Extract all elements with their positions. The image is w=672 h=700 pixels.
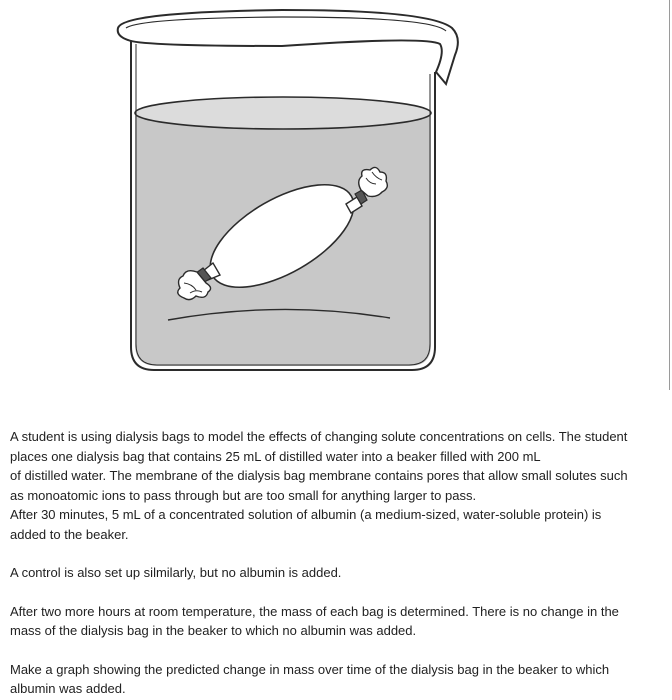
paragraph-gap [10,641,666,660]
paragraph-result: After two more hours at room temperature, the mass of each bag is determined. There is no change in the mass of the dialysis bag in the beaker to which no albumin was added. [10,603,619,638]
paragraph-control: A control is also set up silmilarly, but no albumin is added. [10,565,342,580]
paragraph-task: Make a graph showing the predicted change in mass over time of the dialysis bag in the beaker to which albumin was added. [10,661,610,696]
right-border-line [669,0,670,390]
question-text [10,427,666,699]
water-surface [135,97,431,129]
paragraph-gap [10,583,666,602]
paragraph-gap [10,544,666,563]
bag-end-right [359,167,388,196]
paragraph-setup: A student is using dialysis bags to model the effects of changing solute concentrations on cells. The student places one dialysis bag that contains 25 mL of distilled water into a beaker filled with 200 mL of distilled water. The membrane of the dialysis bag membrane contains pores that allow small solutes such as monoatomic ions to pass through but are too small for anything larger to pass. After 30 minutes, 5 mL of a concentrated solution of albumin (a medium-sized, water-soluble protein) is added to the beaker. [10,429,628,542]
beaker-icon [118,10,458,370]
